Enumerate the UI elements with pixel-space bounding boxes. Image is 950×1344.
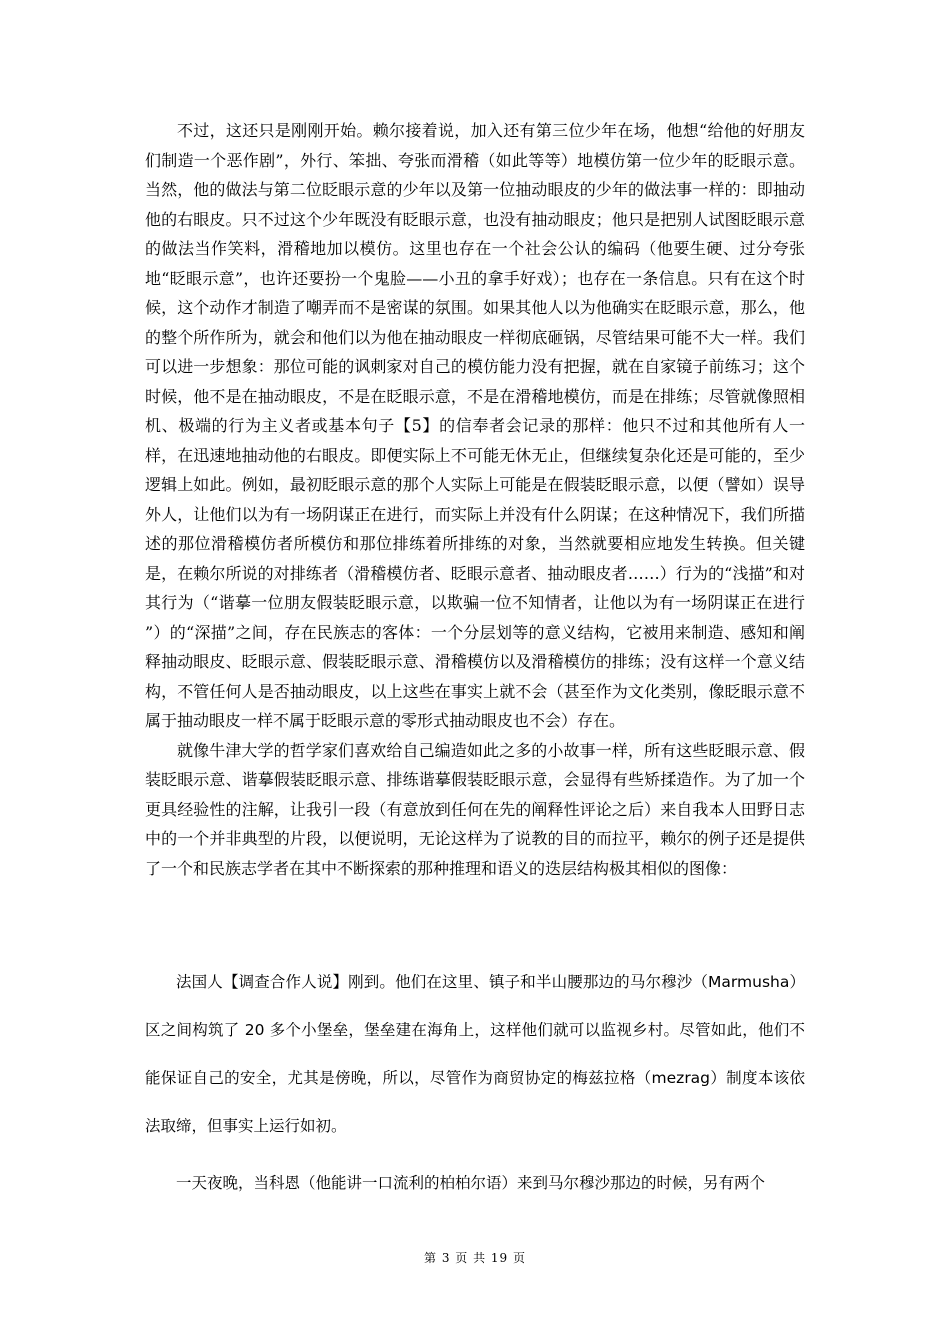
quote-paragraph-cohen-evening: 一天夜晚，当科恩（他能讲一口流利的柏柏尔语）来到马尔穆沙那边的时候，另有两个 (176, 1174, 766, 1192)
paragraph-oxford-philosophers: 就像牛津大学的哲学家们喜欢给自己编造如此之多的小故事一样，所有这些眨眼示意、假装眨眼示意、谐摹假装眨眼示意、排练谐摹假装眨眼示意，会显得有些矫揉造作。为了加一个更具经验性的注解，让我引一段（有意放到任何在先的阐释性评论之后）来自我本人田野日志中的一个并非典型的片段，以便说明，无论这样为了说教的目的而拉平，赖尔的例子还是提供了一个和民族志学者在其中不断探索的那种推理和语义的迭层结构极其相似的图像： (145, 740, 805, 878)
field-journal-excerpt (145, 958, 805, 1207)
quote-paragraph-french-arrival: 法国人【调查合作人说】刚到。他们在这里、镇子和半山腰那边的马尔穆沙（Marmusha）区之间构筑了 20 多个小堡垒，堡垒建在海角上，这样他们就可以监视乡村。尽管如此，他们不能保证自己的安全，尤其是傍晚，所以，尽管作为商贸协定的梅兹拉格（mezrag）制度本该依法取缔，但事实上运行如初。 (145, 973, 805, 1135)
body-text (145, 116, 805, 883)
paragraph-ryle-parody: 不过，这还只是刚刚开始。赖尔接着说，加入还有第三位少年在场，他想“给他的好朋友们制造一个恶作剧”，外行、笨拙、夸张而滑稽（如此等等）地模仿第一位少年的眨眼示意。当然，他的做法与第二位眨眼示意的少年以及第一位抽动眼皮的少年的做法事一样的：即抽动他的右眼皮。只不过这个少年既没有眨眼示意，也没有抽动眼皮；他只是把别人试图眨眼示意的做法当作笑料，滑稽地加以模仿。这里也存在一个社会公认的编码（他要生硬、过分夸张地“眨眼示意”，也许还要扮一个鬼脸——小丑的拿手好戏）；也存在一条信息。只有在这个时候，这个动作才制造了嘲弄而不是密谋的氛围。如果其他人以为他确实在眨眼示意，那么，他的整个所作所为，就会和他们以为他在抽动眼皮一样彻底砸锅，尽管结果可能不大一样。我们可以进一步想象：那位可能的讽刺家对自己的模仿能力没有把握，就在自家镜子前练习；这个时候，他不是在抽动眼皮，不是在眨眼示意，不是在滑稽地模仿，而是在排练；尽管就像照相机、极端的行为主义者或基本句子【5】的信奉者会记录的那样：他只不过和其他所有人一样，在迅速地抽动他的右眼皮。即便实际上不可能无休无止，但继续复杂化还是可能的，至少逻辑上如此。例如，最初眨眼示意的那个人实际上可能是在假装眨眼示意，以便（譬如）误导外人，让他们以为有一场阴谋正在进行，而实际上并没有什么阴谋；在这种情况下，我们所描述的那位滑稽模仿者所模仿和那位排练着所排练的对象，当然就要相应地发生转换。但关键是，在赖尔所说的对排练者（滑稽模仿者、眨眼示意者、抽动眼皮者……）行为的“浅描”和对其行为（“谐摹一位朋友假装眨眼示意，以欺骗一位不知情者，让他以为有一场阴谋正在进行 ”）的“深描”之间，存在民族志的客体：一个分层划等的意义结构，它被用来制造、感知和阐释抽动眼皮、眨眼示意、假装眨眼示意、滑稽模仿以及滑稽模仿的排练；没有这样一个意义结构，不管任何人是否抽动眼皮，以上这些在事实上就不会（甚至作为文化类别，像眨眼示意不属于抽动眼皮一样不属于眨眼示意的零形式抽动眼皮也不会）存在。 (145, 121, 805, 730)
page-number-footer: 第 3 页 共 19 页 (424, 1251, 526, 1265)
